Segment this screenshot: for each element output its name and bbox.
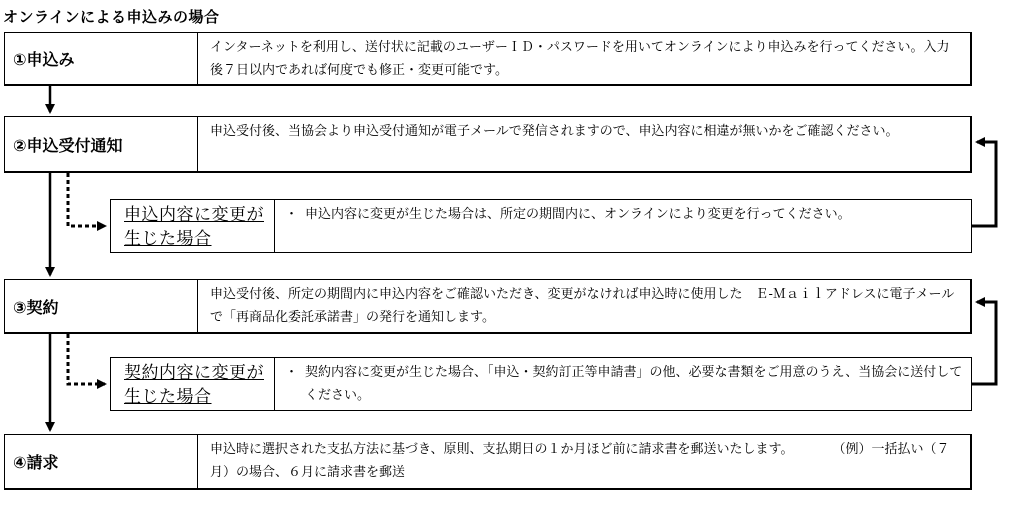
step-text-contract: 申込受付後、所定の期間内に申込内容をご確認いただき、変更がなければ申込時に使用した Ｅ-Ｍａｉｌアドレスに電子メールで「再商品化委託承諾書」の発行を通知します。 (210, 287, 955, 325)
step-box-billing (4, 434, 972, 490)
step-box-receipt-notice (4, 116, 972, 173)
substep-label-contract-change: 契約内容に変更が生じた場合 (111, 358, 275, 410)
return-arrow-a (972, 142, 996, 226)
substep-desc-application-change (275, 200, 971, 252)
step-text-receipt-notice: 申込受付後、当協会より申込受付通知が電子メールで発信されますので、申込内容に相違が無いかをご確認ください。 (210, 124, 899, 139)
step-label-receipt-notice: ②申込受付通知 (5, 117, 198, 171)
substep-text-contract-change: 契約内容に変更が生じた場合、「申込・契約訂正等申請書」の他、必要な書類をご用意のうえ、当協会に送付してください。 (305, 365, 963, 403)
substep-bullet: ・ (285, 365, 299, 380)
substep-text-application-change: 申込内容に変更が生じた場合は、所定の期間内に、オンラインにより変更を行ってください。 (305, 207, 851, 222)
step-label-apply: ①申込み (5, 33, 198, 84)
substep-box-application-change (110, 199, 972, 253)
substep-label-application-change: 申込内容に変更が生じた場合 (111, 200, 275, 252)
step-box-apply (4, 32, 972, 86)
step-label-billing: ④請求 (5, 435, 198, 488)
step-text-apply: インターネットを利用し、送付状に記載のユーザーＩＤ・パスワードを用いてオンラインにより申込みを行ってください。入力後７日以内であれば何度でも修正・変更可能です。 (210, 40, 950, 78)
page-title: オンラインによる申込みの場合 (3, 8, 220, 26)
step-label-contract: ③契約 (5, 280, 198, 332)
step-box-contract (4, 279, 972, 334)
substep-box-contract-change (110, 357, 972, 411)
return-arrow-b (972, 302, 996, 384)
dotted-branch-arrow-a (68, 173, 105, 226)
substep-bullet: ・ (285, 207, 299, 222)
step-text-billing: 申込時に選択された支払方法に基づき、原則、支払期日の１か月ほど前に請求書を郵送いたします。 （例）一括払い（７月）の場合、６月に請求書を郵送 (210, 442, 950, 480)
dotted-branch-arrow-b (68, 334, 105, 384)
substep-desc-contract-change (275, 358, 971, 410)
